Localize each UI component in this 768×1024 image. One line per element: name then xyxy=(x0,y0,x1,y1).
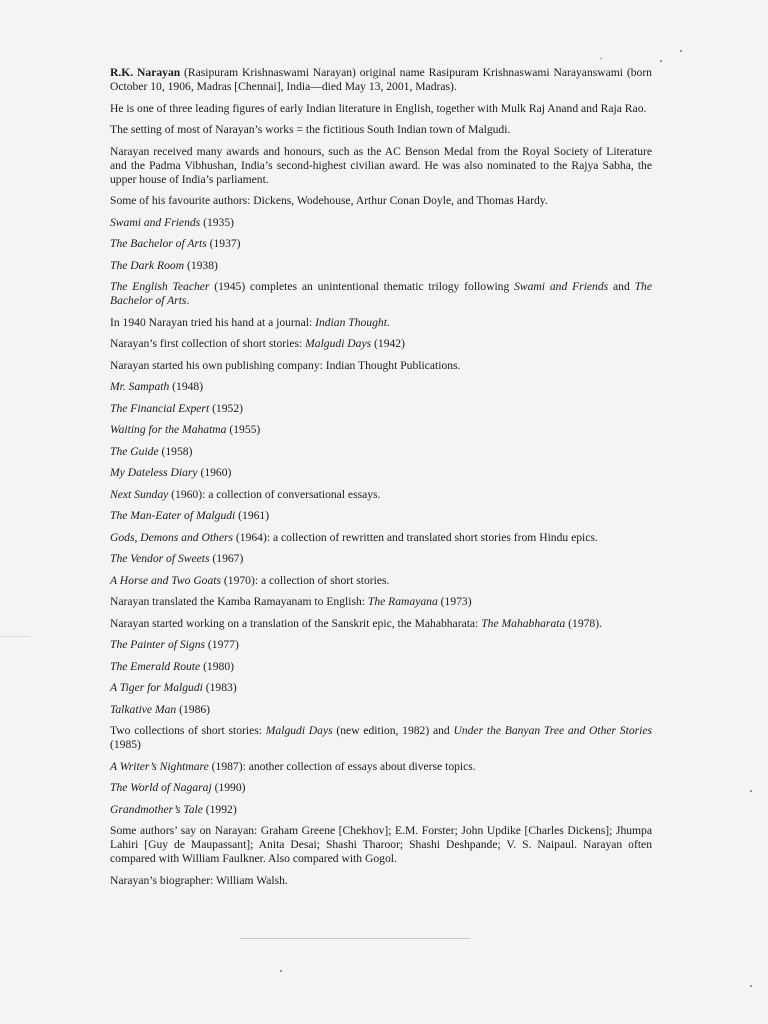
text: (1935) xyxy=(200,215,234,229)
bold-text: R.K. Narayan xyxy=(110,66,181,79)
text: Narayan started working on a translation of the Sanskrit epic, the Mahabharata: xyxy=(110,616,482,630)
title-text: The Mahabharata xyxy=(481,616,566,630)
text: Narayan’s first collection of short stories: xyxy=(110,337,306,350)
text: (1986) xyxy=(176,702,211,716)
text: Two collections of short stories: xyxy=(110,724,266,737)
text: Some authors’ say on Narayan: Graham Greene [Chekhov]; E.M. Forster; John Updike [Charles Dickens]; Jhumpa Lahiri [Guy de Maupassant]; Anita Desai; Shashi Tharoor; Shashi Deshpande; V. S. Naipaul. Narayan often compared with William Faulkner. Also compared with Gogol. xyxy=(110,824,652,865)
scan-line xyxy=(240,938,470,939)
text: (1983) xyxy=(202,681,237,694)
title-text: The Dark Room xyxy=(110,258,185,272)
paragraph xyxy=(110,445,652,459)
paragraph xyxy=(110,760,652,774)
title-text: The English Teacher xyxy=(110,280,210,293)
paragraph xyxy=(110,359,652,373)
paragraph xyxy=(110,874,652,888)
paragraph xyxy=(110,123,652,137)
text: (1967) xyxy=(209,552,244,565)
paragraph xyxy=(110,145,652,187)
title-text: Grandmother’s Tale xyxy=(110,802,203,816)
paragraph xyxy=(110,488,652,502)
text: (new edition, 1982) and xyxy=(332,724,454,737)
title-text: The Emerald Route xyxy=(110,659,201,673)
title-text: Indian Thought xyxy=(315,315,387,329)
text: Narayan translated the Kamba Ramayanam to English: xyxy=(110,595,368,608)
paragraph xyxy=(110,824,652,866)
text: Narayan received many awards and honours, such as the AC Benson Medal from the Royal Society of Literature and the Padma Vibhushan, India’s second-highest civilian award. He was also nominated to the Rajya Sabha, the upper house of India’s parliament. xyxy=(110,144,652,186)
title-text: The Financial Expert xyxy=(110,401,210,415)
paragraph xyxy=(110,423,652,437)
text: (1942) xyxy=(371,337,405,350)
text: . xyxy=(386,315,390,329)
text: (1980) xyxy=(200,659,234,673)
title-text: The Man-Eater of Malgudi xyxy=(110,509,236,522)
title-text: The Bachelor of Arts xyxy=(110,237,207,250)
title-text: Swami and Friends xyxy=(514,280,609,293)
scan-speck xyxy=(750,985,752,987)
paragraph xyxy=(110,703,652,717)
paragraph xyxy=(110,803,652,817)
text: Narayan started his own publishing company: Indian Thought Publications. xyxy=(110,358,461,372)
paragraph xyxy=(110,316,652,330)
title-text: A Tiger for Malgudi xyxy=(110,681,203,694)
paragraph xyxy=(110,531,652,545)
title-text: The Ramayana xyxy=(367,595,438,608)
text: and xyxy=(608,280,635,293)
title-text: Swami and Friends xyxy=(110,215,201,229)
title-text: A Horse and Two Goats xyxy=(110,573,222,587)
title-text: My Dateless Diary xyxy=(110,466,198,479)
paragraph xyxy=(110,466,652,480)
paragraph xyxy=(110,638,652,652)
text: (1978). xyxy=(565,616,602,630)
title-text: Under the Banyan Tree and Other Stories xyxy=(453,724,653,737)
text: . xyxy=(186,294,190,307)
scan-speck xyxy=(280,970,282,972)
title-text: Gods, Demons and Others xyxy=(110,530,234,544)
paragraph xyxy=(110,681,652,695)
paragraph xyxy=(110,194,652,208)
text: He is one of three leading figures of early Indian literature in English, together with Mulk Raj Anand and Raja Rao. xyxy=(110,101,647,115)
text: Some of his favourite authors: Dickens, Wodehouse, Arthur Conan Doyle, and Thomas Hardy. xyxy=(110,194,548,207)
title-text: Malgudi Days xyxy=(265,724,333,737)
paragraph xyxy=(110,102,652,116)
title-text: A Writer’s Nightmare xyxy=(110,759,209,773)
text: Narayan’s biographer: William Walsh. xyxy=(110,873,288,887)
title-text: The World of Nagaraj xyxy=(110,781,212,794)
paragraph xyxy=(110,574,652,588)
text: (1938) xyxy=(184,258,218,272)
text: (1958) xyxy=(158,444,193,458)
text: (1992) xyxy=(202,802,237,816)
text: (1990) xyxy=(211,781,246,794)
text: (1977) xyxy=(205,638,239,651)
text: The setting of most of Narayan’s works = the fictitious South Indian town of Malgudi. xyxy=(110,123,511,136)
text: (1945) completes an unintentional thematic trilogy following xyxy=(209,280,515,293)
paragraph xyxy=(110,337,652,351)
scan-speck xyxy=(680,50,682,52)
scan-speck xyxy=(660,60,662,62)
paragraph xyxy=(110,595,652,609)
title-text: Next Sunday xyxy=(110,487,169,501)
text: (1973) xyxy=(437,595,472,608)
paragraph xyxy=(110,617,652,631)
paragraph xyxy=(110,402,652,416)
text: (1952) xyxy=(209,401,243,415)
paragraph xyxy=(110,781,652,795)
paragraph xyxy=(110,660,652,674)
scan-speck xyxy=(750,790,752,792)
title-text: Talkative Man xyxy=(110,702,177,716)
scan-line xyxy=(0,636,30,637)
text: (1937) xyxy=(206,237,241,250)
title-text: The Vendor of Sweets xyxy=(110,552,210,565)
title-text: Mr. Sampath xyxy=(110,380,170,393)
paragraph xyxy=(110,237,652,251)
paragraph xyxy=(110,66,652,94)
text: (1948) xyxy=(169,380,204,393)
paragraph xyxy=(110,280,652,308)
text: (1960) xyxy=(197,466,232,479)
text: In 1940 Narayan tried his hand at a journal: xyxy=(110,315,316,329)
text: (Rasipuram Krishnaswami Narayan) original name Rasipuram Krishnaswami Narayanswami (born October 10, 1906, Madras [Chennai], India—died May 13, 2001, Madras). xyxy=(110,66,652,93)
text: (1955) xyxy=(226,423,261,436)
title-text: The Guide xyxy=(110,444,159,458)
paragraph xyxy=(110,724,652,752)
paragraph xyxy=(110,509,652,523)
title-text: The Bachelor of Arts xyxy=(110,280,652,307)
title-text: Waiting for the Mahatma xyxy=(110,423,227,436)
paragraph xyxy=(110,216,652,230)
text: (1961) xyxy=(235,509,270,522)
paragraph xyxy=(110,259,652,273)
text: (1964): a collection of rewritten and translated short stories from Hindu epics. xyxy=(233,530,598,544)
text: (1985) xyxy=(110,738,141,751)
title-text: Malgudi Days xyxy=(305,337,372,350)
title-text: The Painter of Signs xyxy=(110,638,206,651)
scan-speck xyxy=(600,58,602,59)
paragraph xyxy=(110,380,652,394)
paragraph xyxy=(110,552,652,566)
document-body xyxy=(110,66,652,895)
text: (1987): another collection of essays about diverse topics. xyxy=(208,759,476,773)
text: (1960): a collection of conversational essays. xyxy=(168,487,381,501)
text: (1970): a collection of short stories. xyxy=(221,573,390,587)
